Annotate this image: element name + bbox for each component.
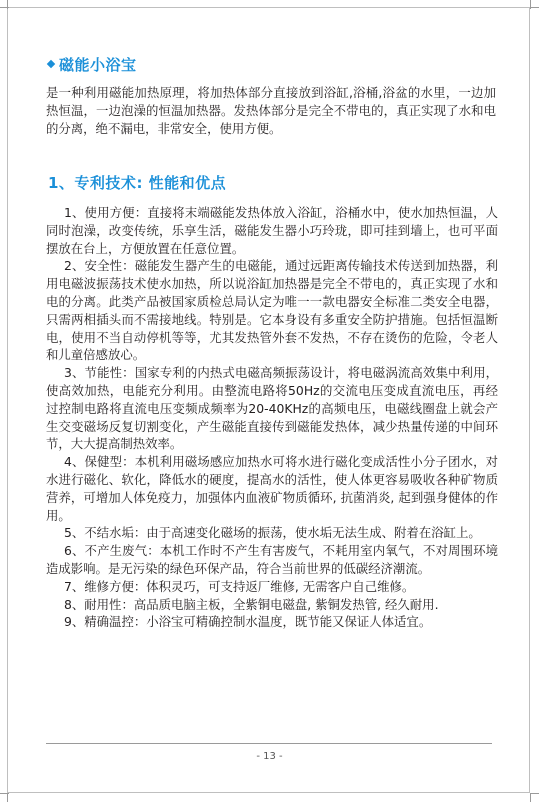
feature-item: 9、精确温控：小浴宝可精确控制水温度，既节能又保证人体适宜。 xyxy=(64,614,432,630)
feature-item: 1、使用方便：直接将末端磁能发热体放入浴缸，浴桶水中，使水加热恒温，人同时泡澡，改变传统，乐享生活，磁能发生器小巧玲珑，即可挂到墙上，也可平面摆放在台上，方便放置在任意位置。 xyxy=(46,205,498,256)
page-number: - 13 - xyxy=(256,751,283,762)
crop-mark xyxy=(530,793,531,802)
page-title: 磁能小浴宝 xyxy=(59,55,137,74)
feature-item: 6、不产生废气：本机工作时不产生有害废气，不耗用室内氧气，不对周围环境造成影响。是无污染的绿色环保产品，符合当前世界的低碳经济潮流。 xyxy=(46,543,498,576)
feature-item: 2、安全性：磁能发生器产生的电磁能，通过远距离传输技术传送到加热器，利用电磁波振荡技术使水加热，所以说浴缸加热器是完全不带电的，真正实现了水和电的分离。此类产品被国家质检总局认定为唯一一款电器安全标准二类安全电器，只需两相插头而不需接地线。特别是。它本身设有多重安全防护措施。包括恒温断电，使用不当自动停机等等，尤其发热管外套不发热，不存在烫伤的危险，令老人和儿童倍感放心。 xyxy=(46,258,498,363)
feature-item: 3、节能性：国家专利的内热式电磁高频振荡设计，将电磁涡流高效集中利用，使高效加热，电能充分利用。由整流电路将50Hz的交流电压变成直流电压，再经过控制电路将直流电压变频成频率为20-40KHz的高频电压，电磁线圈盘上就会产生交变磁场反复切割变化，产生磁能直接传到磁能发热体，减少热量传递的中间环节，大大提高制热效率。 xyxy=(46,365,498,452)
feature-item: 7、维修方便：体积灵巧，可支持返厂维修, 无需客户自己维修。 xyxy=(64,578,415,594)
footer-divider xyxy=(46,743,492,744)
title-row xyxy=(46,52,137,76)
crop-mark xyxy=(7,0,8,9)
feature-item: 5、不结水垢：由于高速变化磁场的振荡，使水垢无法生成、附着在浴缸上。 xyxy=(64,525,481,541)
crop-mark xyxy=(530,0,531,9)
section-heading: 1、专利技术: 性能和优点 xyxy=(48,174,227,192)
feature-item: 8、耐用性：高品质电脑主板，全紫铜电磁盘, 紫铜发热管, 经久耐用. xyxy=(64,596,439,612)
crop-mark xyxy=(530,7,539,8)
crop-mark xyxy=(7,793,8,802)
feature-item: 4、保健型：本机利用磁场感应加热水可将水进行磁化变成活性小分子团水，对水进行磁化、软化，降低水的硬度，提高水的活性，使人体更容易吸收各种矿物质营养，可增加人体免疫力，加强体内血液矿物质循环, 抗菌消炎, 起到强身健体的作用。 xyxy=(46,454,498,523)
crop-mark xyxy=(530,793,539,794)
features-list xyxy=(46,204,498,631)
intro-paragraph: 是一种利用磁能加热原理，将加热体部分直接放到浴缸,浴桶,浴盆的水里，一边加热恒温，一边泡澡的恒温加热器。发热体部分是完全不带电的，真正实现了水和电的分离，绝不漏电，非常安全，使用方便。 xyxy=(46,85,496,136)
diamond-bullet-icon xyxy=(47,60,55,68)
